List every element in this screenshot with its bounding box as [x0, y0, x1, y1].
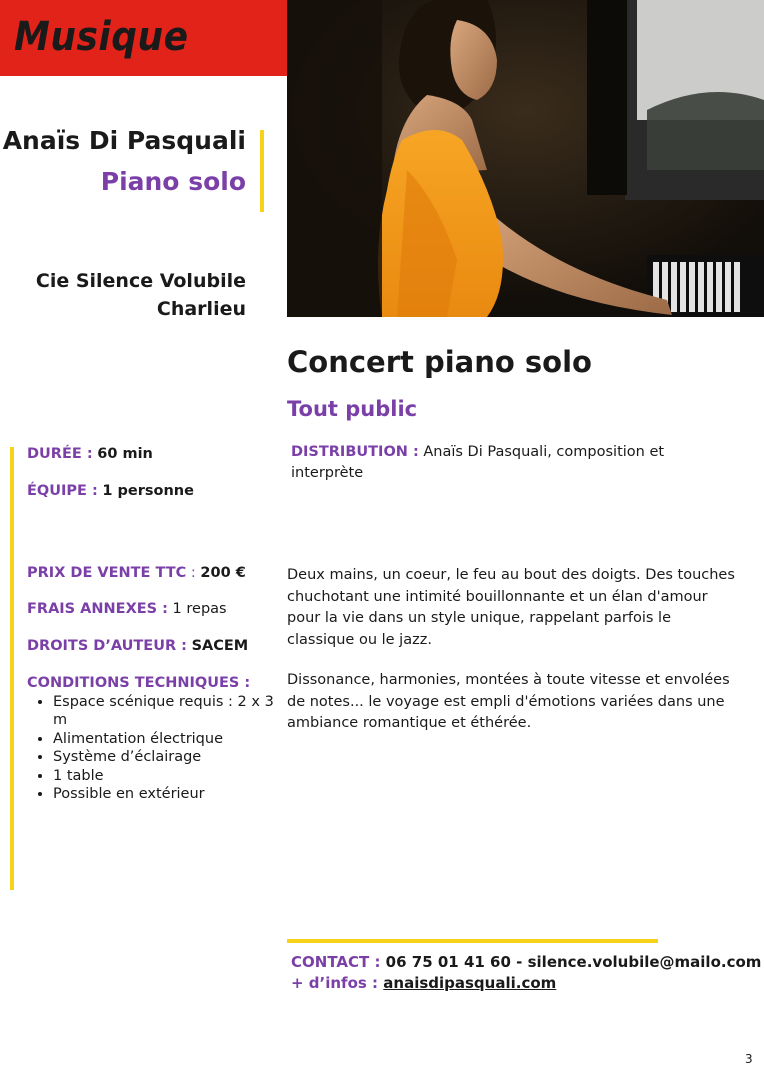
- infos-label: + d’infos :: [291, 974, 379, 992]
- list-item: • 1 table: [53, 767, 283, 785]
- divider-bar: [260, 130, 264, 212]
- contact-line: [291, 953, 761, 971]
- fees-label: FRAIS ANNEXES :: [27, 601, 168, 617]
- show-audience: Tout public: [287, 397, 418, 421]
- list-item: • Possible en extérieur: [53, 785, 283, 803]
- pianist-illustration: [287, 0, 764, 317]
- duration-value: 60 min: [97, 446, 153, 462]
- company-name: Cie Silence Volubile: [35, 270, 246, 292]
- fees-row: [27, 601, 227, 617]
- team-label: ÉQUIPE :: [27, 483, 98, 499]
- city-name: Charlieu: [156, 298, 246, 320]
- show-title: Concert piano solo: [287, 345, 592, 379]
- price-separator: :: [186, 565, 201, 581]
- distribution-value: Anaïs Di Pasquali, composition et interprète: [291, 444, 665, 481]
- rights-row: [27, 638, 248, 654]
- rights-value: SACEM: [191, 638, 249, 654]
- artist-subtitle: Piano solo: [100, 167, 246, 196]
- page-number: 3: [745, 1052, 753, 1066]
- price-row: [27, 565, 246, 581]
- fees-value: 1 repas: [167, 601, 227, 617]
- team-value: 1 personne: [102, 483, 194, 499]
- rights-label: DROITS D’AUTEUR :: [27, 638, 187, 654]
- list-item: • Espace scénique requis : 2 x 3 m: [53, 693, 283, 730]
- description-paragraph-1: Deux mains, un coeur, le feu au bout des doigts. Des touches chuchotant une intimité bouillonnante et un élan d'amour pour la vie dans un style unique, rappelant parfois le classique ou le jazz.: [287, 567, 735, 648]
- duration-label: DURÉE :: [27, 446, 93, 462]
- infos-line: [291, 974, 556, 992]
- price-label: PRIX DE VENTE TTC: [27, 565, 187, 581]
- list-item: • Système d’éclairage: [53, 748, 283, 766]
- artist-photo: [287, 0, 764, 317]
- contact-divider: [287, 939, 658, 943]
- distribution: [291, 442, 711, 484]
- divider-bar-left: [10, 447, 14, 890]
- conditions-label: CONDITIONS TECHNIQUES :: [27, 675, 251, 691]
- team-row: [27, 483, 194, 499]
- price-value: 200 €: [200, 565, 246, 581]
- contact-value: 06 75 01 41 60 - silence.volubile@mailo.com: [380, 953, 762, 971]
- section-title: Musique: [14, 14, 189, 60]
- conditions-list: [27, 693, 283, 803]
- artist-name: Anaïs Di Pasquali: [2, 126, 246, 155]
- description-paragraph-2: Dissonance, harmonies, montées à toute vitesse et envolées de notes... le voyage est empli d'émotions variées dans une ambiance romantique et éthérée.: [287, 672, 730, 731]
- list-item: • Alimentation électrique: [53, 730, 283, 748]
- website-link[interactable]: anaisdipasquali.com: [383, 974, 557, 992]
- distribution-label: DISTRIBUTION :: [291, 444, 419, 460]
- contact-label: CONTACT :: [291, 953, 381, 971]
- duration-row: [27, 446, 153, 462]
